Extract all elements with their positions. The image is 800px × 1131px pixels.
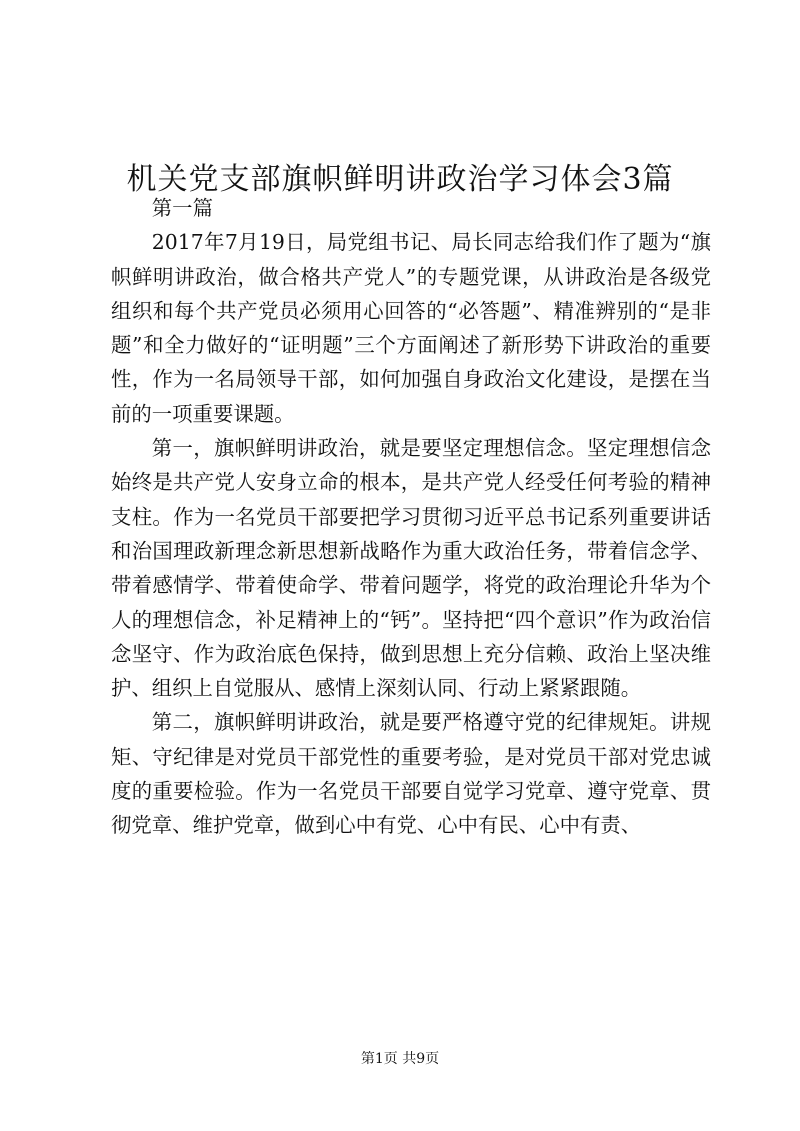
page-footer: 第1页 共9页 (360, 1051, 440, 1067)
section-label: 第一篇 (151, 196, 213, 220)
paragraph-second-point: 第二，旗帜鲜明讲政治，就是要严格遵守党的纪律规矩。讲规矩、守纪律是对党员干部党性的重要考验，是对党员干部对党忠诚度的重要检验。作为一名党员干部要自觉学习党章、遵守党章、贯彻党章、维护党章，做到心中有党、心中有民、心中有责、 (111, 710, 711, 838)
document-body (111, 191, 711, 843)
paragraph-intro: 2017年7月19日，局党组书记、局长同志给我们作了题为“旗帜鲜明讲政治，做合格共产党人”的专题党课，从讲政治是各级党组织和每个共产党员必须用心回答的“必答题”、精准辨别的“是非题”和全力做好的“证明题”三个方面阐述了新形势下讲政治的重要性，作为一名局领导干部，如何加强自身政治文化建设，是摆在当前的一项重要课题。 (111, 230, 711, 426)
paragraph-first-point: 第一，旗帜鲜明讲政治，就是要坚定理想信念。坚定理想信念始终是共产党人安身立命的根本，是共产党人经受任何考验的精神支柱。作为一名党员干部要把学习贯彻习近平总书记系列重要讲话和治国理政新理念新思想新战略作为重大政治任务，带着信念学、带着感情学、带着使命学、带着问题学，将党的政治理论升华为个人的理想信念，补足精神上的“钙”。坚持把“四个意识”作为政治信念坚守、作为政治底色保持，做到思想上充分信赖、政治上坚决维护、组织上自觉服从、感情上深刻认同、行动上紧紧跟随。 (111, 436, 711, 701)
document-title: 机关党支部旗帜鲜明讲政治学习体会3篇 (126, 162, 674, 198)
